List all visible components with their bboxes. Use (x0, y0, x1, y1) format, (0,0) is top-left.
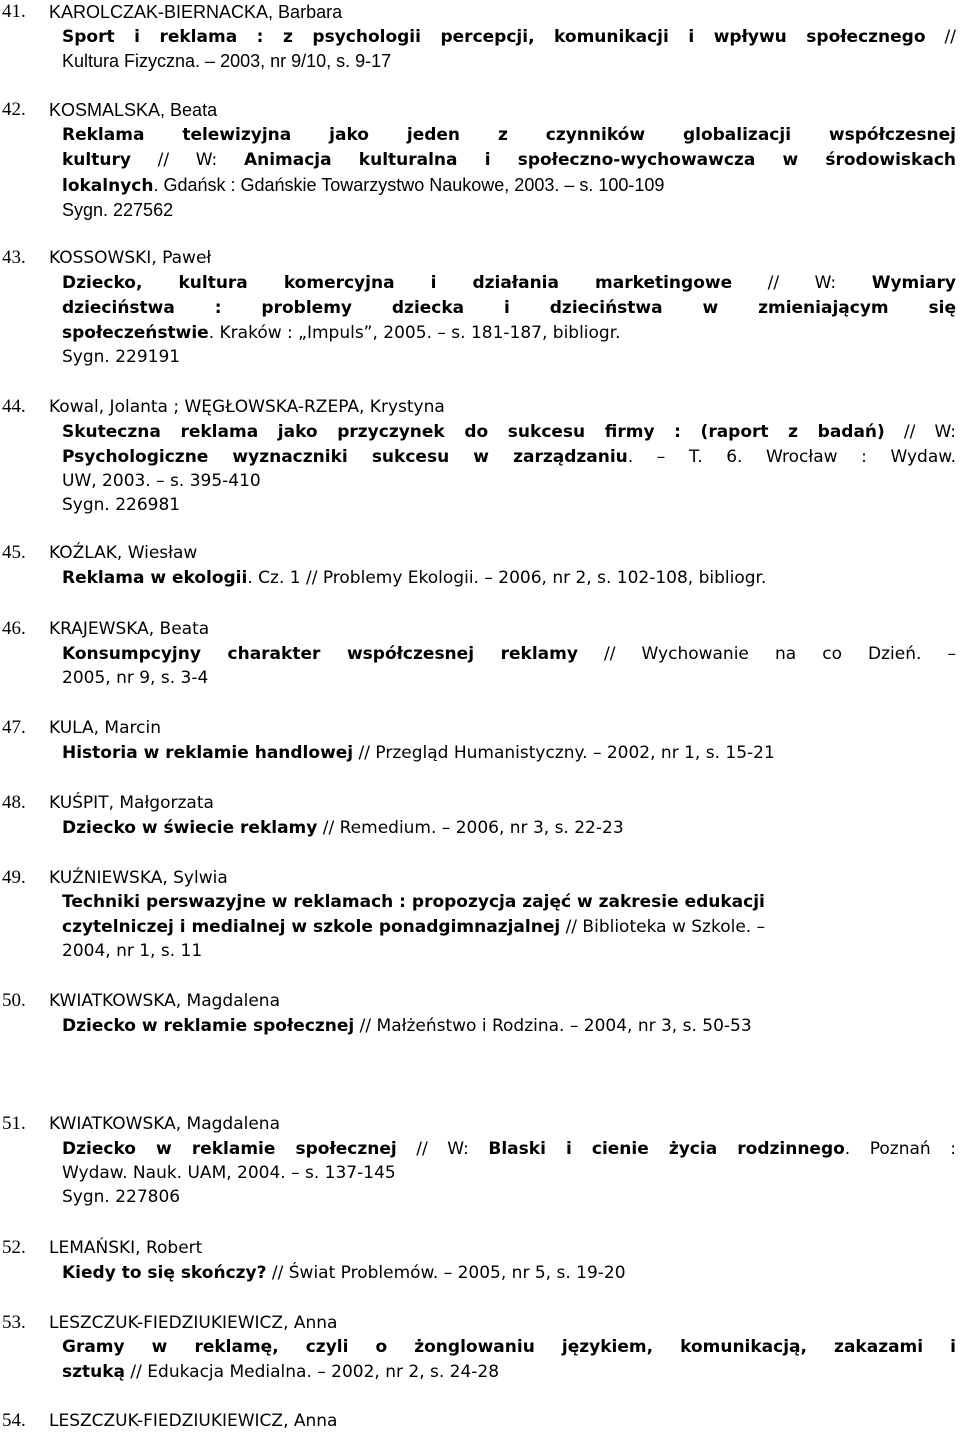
entry-number: 52. (2, 1237, 26, 1258)
entry-line (62, 25, 956, 50)
entry-text: . Poznań : (844, 1139, 956, 1159)
entry-author: KRAJEWSKA, Beata (49, 619, 210, 639)
entry-line (62, 296, 956, 321)
entry-line (62, 1335, 956, 1360)
entry-line (62, 1161, 956, 1186)
entry-number: 53. (2, 1312, 26, 1333)
entry-call-number: Sygn. 226981 (62, 495, 181, 515)
entry-line (62, 1014, 956, 1039)
entry-number: 51. (2, 1113, 26, 1134)
entry-line (62, 445, 956, 470)
entry-author: KAROLCZAK-BIERNACKA, Barbara (49, 2, 343, 22)
entry-title: Dziecko w reklamie społecznej (62, 1139, 397, 1159)
entry-text: // W: (732, 273, 872, 293)
entry-line (62, 1185, 956, 1210)
entry-text: Wydaw. Nauk. UAM, 2004. – s. 137-145 (62, 1163, 396, 1183)
entry-number: 41. (2, 1, 26, 22)
entry-line (62, 493, 956, 518)
entry-text: // W: (396, 1139, 489, 1159)
entry-title: czytelniczej i medialnej w szkole ponadgimnazjalnej (62, 917, 561, 937)
entry-text: // Świat Problemów. – 2005, nr 5, s. 19-20 (266, 1263, 626, 1283)
entry-number: 50. (2, 990, 26, 1011)
entry-line (62, 1360, 956, 1385)
entry-title: Dziecko w reklamie społecznej (62, 1016, 355, 1036)
entry-title: Reklama telewizyjna jako jeden z czynników globalizacji współczesnej (62, 125, 956, 145)
entry-line (62, 420, 956, 445)
entry-text: Kultura Fizyczna. – 2003, nr 9/10, s. 9-17 (62, 51, 392, 71)
entry-text: . – T. 6. Wrocław : Wydaw. (627, 447, 956, 467)
entry-text: UW, 2003. – s. 395-410 (62, 471, 261, 491)
entry-line (62, 49, 956, 74)
entry-number: 44. (2, 396, 26, 417)
entry-author: LEMAŃSKI, Robert (49, 1238, 203, 1258)
entry-author: LESZCZUK-FIEDZIUKIEWICZ, Anna (49, 1411, 338, 1431)
entry-line (62, 666, 956, 691)
entry-author: KOSMALSKA, Beata (49, 100, 218, 120)
entry-number: 48. (2, 792, 26, 813)
entry-source-title: społeczeństwie (62, 323, 209, 343)
entry-title: Kiedy to się skończy? (62, 1263, 267, 1283)
entry-line (62, 642, 956, 667)
entry-title: sztuką (62, 1362, 126, 1382)
entry-line (62, 321, 956, 346)
entry-text: // Biblioteka w Szkole. – (560, 917, 766, 937)
entry-number: 45. (2, 542, 26, 563)
entry-text: 2005, nr 9, s. 3-4 (62, 668, 209, 688)
entry-text: . Kraków : „Impuls”, 2005. – s. 181-187, bibliogr. (208, 323, 621, 343)
entry-line (62, 148, 956, 173)
entry-number: 46. (2, 618, 26, 639)
entry-author: KOSSOWSKI, Paweł (49, 248, 212, 268)
entry-text: // Przegląd Humanistyczny. – 2002, nr 1, s. 15-21 (353, 743, 775, 763)
entry-call-number: Sygn. 229191 (62, 347, 181, 367)
entry-author: KWIATKOWSKA, Magdalena (49, 1114, 281, 1134)
entry-line (62, 271, 956, 296)
entry-line (62, 741, 956, 766)
entry-line (62, 890, 956, 915)
entry-number: 42. (2, 99, 26, 120)
entry-line (62, 1137, 956, 1162)
entry-text: // W: (130, 150, 244, 170)
entry-title: kultury (62, 150, 131, 170)
entry-title: Reklama w ekologii (62, 568, 248, 588)
entry-author: Kowal, Jolanta ; WĘGŁOWSKA-RZEPA, Krystyna (49, 397, 445, 417)
entry-line (62, 1261, 956, 1286)
entry-text: . Cz. 1 // Problemy Ekologii. – 2006, nr 2, s. 102-108, bibliogr. (247, 568, 767, 588)
entry-line (62, 469, 956, 494)
entry-number: 54. (2, 1410, 26, 1431)
entry-line (62, 816, 956, 841)
entry-author: KUŚPIT, Małgorzata (49, 793, 214, 813)
entry-text: // Małżeństwo i Rodzina. – 2004, nr 3, s. 50-53 (354, 1016, 752, 1036)
entry-author: KUŹNIEWSKA, Sylwia (49, 868, 228, 888)
entry-number: 43. (2, 247, 26, 268)
entry-text: // (925, 27, 956, 47)
entry-text: // Wychowanie na co Dzień. – (577, 644, 956, 664)
entry-text: . Gdańsk : Gdańskie Towarzystwo Naukowe, 2003. – s. 100-109 (153, 175, 665, 195)
entry-line (62, 345, 956, 370)
entry-author: KWIATKOWSKA, Magdalena (49, 991, 281, 1011)
entry-source-title: Blaski i cienie życia rodzinnego (488, 1139, 845, 1159)
entry-source-title: Animacja kulturalna i społeczno-wychowawcza w środowiskach (243, 150, 956, 170)
entry-source-title: Wymiary (871, 273, 956, 293)
entry-title: Dziecko w świecie reklamy (62, 818, 318, 838)
entry-line (62, 915, 956, 940)
entry-line (62, 566, 956, 591)
entry-title: Historia w reklamie handlowej (62, 743, 354, 763)
entry-text: // W: (884, 422, 956, 442)
entry-source-title: lokalnych (62, 176, 154, 196)
entry-title: Techniki perswazyjne w reklamach : propozycja zajęć w zakresie edukacji (62, 892, 765, 912)
entry-line (62, 939, 956, 964)
entry-title: Dziecko, kultura komercyjna i działania marketingowe (62, 273, 733, 293)
entry-title: Gramy w reklamę, czyli o żonglowaniu językiem, komunikacją, zakazami i (62, 1337, 956, 1357)
entry-line (62, 173, 956, 198)
entry-title: Sport i reklama : z psychologii percepcji, komunikacji i wpływu społecznego (62, 27, 926, 47)
entry-call-number: Sygn. 227806 (62, 1187, 181, 1207)
entry-call-number: Sygn. 227562 (62, 200, 174, 220)
entry-author: KOŹLAK, Wiesław (49, 543, 198, 563)
entry-author: KULA, Marcin (49, 718, 161, 738)
entry-text: 2004, nr 1, s. 11 (62, 941, 203, 961)
entry-source-title: Psychologiczne wyznaczniki sukcesu w zarządzaniu (62, 447, 628, 467)
entry-title: Konsumpcyjny charakter współczesnej reklamy (62, 644, 578, 664)
entry-source-title: dzieciństwa : problemy dziecka i dzieciństwa w zmieniającym się (62, 298, 956, 318)
entry-line (62, 198, 956, 223)
entry-line (62, 123, 956, 148)
entry-author: LESZCZUK-FIEDZIUKIEWICZ, Anna (49, 1313, 338, 1333)
entry-text: // Edukacja Medialna. – 2002, nr 2, s. 24-28 (125, 1362, 500, 1382)
entry-title: Skuteczna reklama jako przyczynek do sukcesu firmy : (raport z badań) (62, 422, 885, 442)
entry-number: 49. (2, 867, 26, 888)
entry-number: 47. (2, 717, 26, 738)
entry-text: // Remedium. – 2006, nr 3, s. 22-23 (317, 818, 624, 838)
